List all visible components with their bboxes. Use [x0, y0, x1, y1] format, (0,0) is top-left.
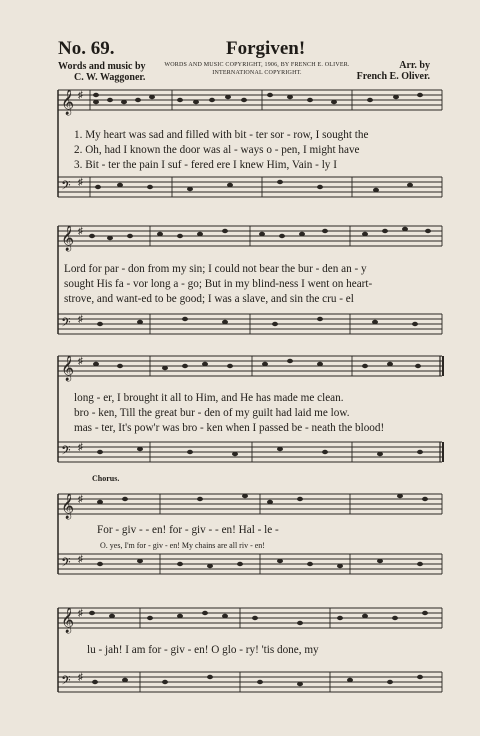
svg-text:♯: ♯ [78, 90, 83, 101]
chorus-lyric-1-bass: O. yes, I'm for - giv - en! My chains are all riv - en! [100, 541, 265, 550]
svg-text:♯: ♯ [78, 554, 83, 565]
svg-text:♯: ♯ [78, 442, 83, 453]
hymn-number: No. 69. [58, 38, 115, 59]
svg-text:𝄞: 𝄞 [61, 226, 75, 251]
arranger-name: French E. Oliver. [356, 71, 430, 82]
lyric-line-1-3: 3. Bit - ter the pain I suf - fered ere I knew Him, Vain - ly I [74, 159, 337, 171]
svg-text:𝄞: 𝄞 [61, 494, 75, 519]
lyric-line-1-1: 1. My heart was sad and filled with bit - ter sor - row, I sought the [74, 129, 369, 141]
lyric-line-2-3: strove, and want-ed to be good; I was a slave, and sin the cru - el [64, 293, 354, 305]
svg-text:♯: ♯ [78, 608, 83, 619]
svg-text:♯: ♯ [78, 494, 83, 505]
words-music-label: Words and music by [58, 61, 146, 72]
chorus-lyric-2: lu - jah! I am for - giv - en! O glo - ry! 'tis done, my [87, 644, 319, 656]
svg-text:𝄢: 𝄢 [61, 178, 71, 196]
hymn-title: Forgiven! [226, 38, 306, 59]
svg-text:𝄢: 𝄢 [61, 315, 71, 333]
svg-text:𝄞: 𝄞 [61, 356, 75, 381]
svg-text:𝄞: 𝄞 [61, 608, 75, 633]
lyric-line-1-2: 2. Oh, had I known the door was al - ways o - pen, I might have [74, 144, 360, 156]
words-author: C. W. Waggoner. [74, 72, 146, 83]
svg-text:𝄞: 𝄞 [61, 90, 75, 115]
chorus-lyric-1: For - giv - - en! for - giv - - en! Hal - le - [97, 524, 279, 536]
svg-text:𝄢: 𝄢 [61, 673, 71, 691]
svg-text:♯: ♯ [78, 314, 83, 325]
svg-text:𝄢: 𝄢 [61, 443, 71, 461]
lyric-line-2-1: Lord for par - don from my sin; I could not bear the bur - den an - y [64, 263, 367, 275]
arr-label: Arr. by [399, 60, 430, 71]
author-credit [58, 61, 146, 83]
svg-text:♯: ♯ [78, 356, 83, 367]
arranger-credit [350, 60, 430, 82]
svg-text:♯: ♯ [78, 226, 83, 237]
svg-text:♯: ♯ [78, 177, 83, 188]
lyric-line-2-2: sought His fa - vor long a - go; But in my blind-ness I went on heart- [64, 278, 373, 290]
lyric-line-3-2: bro - ken, Till the great bur - den of my guilt had laid me low. [74, 407, 350, 419]
svg-text:♯: ♯ [78, 672, 83, 683]
lyric-line-3-3: mas - ter, It's pow'r was bro - ken when I passed be - neath the blood! [74, 422, 385, 434]
copyright-notice [157, 61, 357, 77]
svg-text:𝄢: 𝄢 [61, 555, 71, 573]
chorus-label: Chorus. [92, 474, 120, 483]
copyright-line-1: WORDS AND MUSIC COPYRIGHT, 1906, BY FRENCH E. OLIVER. [164, 62, 350, 68]
lyric-line-3-1: long - er, I brought it all to Him, and He has made me clean. [74, 392, 344, 404]
copyright-line-2: INTERNATIONAL COPYRIGHT. [212, 70, 302, 76]
